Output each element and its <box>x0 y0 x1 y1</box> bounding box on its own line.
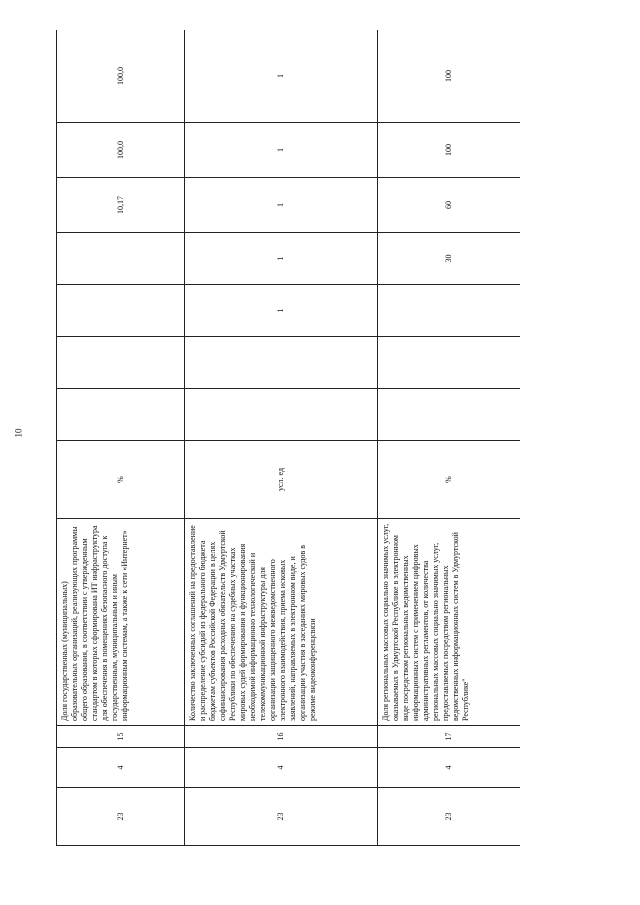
cell-description: Доля государственных (муниципальных) образовательных организаций, реализующих программы общего образования, в соответствии с утвержденным стандартом в которых сформирована ИТ инфраструктура для обеспечения в помещениях безопасного доступа к государственным, муниципальным и иным информационным системам, а также к сети «Интернет» <box>57 519 185 726</box>
cell-code1: 23 <box>185 788 378 846</box>
cell-value: 1 <box>185 30 378 123</box>
table-row <box>57 30 185 846</box>
cell-value: 10,17 <box>57 178 185 233</box>
cell-code2: 4 <box>185 748 378 788</box>
cell-code2: 4 <box>57 748 185 788</box>
cell-value <box>57 389 185 441</box>
cell-value: 100,0 <box>57 123 185 178</box>
page-number: 10 <box>13 428 24 438</box>
cell-code1: 23 <box>378 788 521 846</box>
cell-code1: 23 <box>57 788 185 846</box>
cell-value <box>378 337 521 389</box>
cell-code3: 15 <box>57 726 185 748</box>
cell-code3: 17 <box>378 726 521 748</box>
cell-value <box>185 389 378 441</box>
cell-value <box>57 233 185 285</box>
cell-value: 60 <box>378 178 521 233</box>
cell-value: 30 <box>378 233 521 285</box>
cell-unit: усл. ед <box>185 441 378 519</box>
cell-value <box>378 285 521 337</box>
cell-value: 100 <box>378 123 521 178</box>
cell-unit: % <box>57 441 185 519</box>
cell-value <box>378 389 521 441</box>
cell-value: 100 <box>378 30 521 123</box>
rotated-table <box>56 30 520 846</box>
cell-code2: 4 <box>378 748 521 788</box>
cell-description: Количество заключенных соглашений на предоставление и распределение субсидий из федерального бюджета бюджетам субъектов Российской Федерации в целях софинансирования расходных обязательств Удмуртской Республики по обеспечению на судебных участках мировых судей формирования и функционирования необходимой информационно технологической и телекоммуникационной инфраструктуры для организации защищенного межведомственного электронного взаимодействия, приема исковых заявлений, направляемых в электронном виде, и организации участия в заседаниях мировых судов в режиме видеоконференцсвязи <box>185 519 378 726</box>
table-row <box>185 30 378 846</box>
table-row <box>378 30 521 846</box>
cell-value: 100,0 <box>57 30 185 123</box>
indicator-table <box>56 30 520 846</box>
cell-value <box>57 285 185 337</box>
cell-unit: % <box>378 441 521 519</box>
cell-value <box>185 337 378 389</box>
cell-code3: 16 <box>185 726 378 748</box>
cell-value: 1 <box>185 178 378 233</box>
table-frame <box>56 30 520 846</box>
cell-description: Доля региональных массовых социально значимых услуг, оказываемых в Удмуртской Республике в электронном виде посредством региональных ведомственных информационных систем с применением цифровых административных регламентов, от количества региональных массовых социально значимых услуг, предоставляемых посредством региональных ведомственных информационных систем в Удмуртской Республике" <box>378 519 521 726</box>
cell-value: 1 <box>185 123 378 178</box>
cell-value: 1 <box>185 285 378 337</box>
cell-value <box>57 337 185 389</box>
cell-value: 1 <box>185 233 378 285</box>
